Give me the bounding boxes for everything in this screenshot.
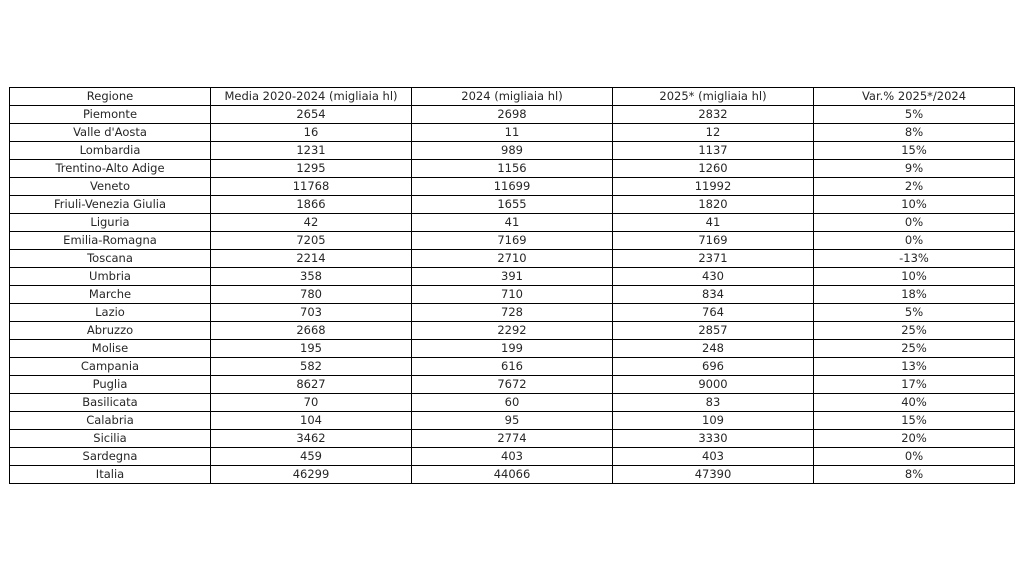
value-cell: 8627 <box>211 376 412 394</box>
value-cell: 41 <box>412 214 613 232</box>
value-cell: 195 <box>211 340 412 358</box>
value-cell: 12 <box>613 124 814 142</box>
table-body <box>10 106 1015 484</box>
value-cell: 17% <box>814 376 1015 394</box>
value-cell: 104 <box>211 412 412 430</box>
value-cell: 8% <box>814 124 1015 142</box>
value-cell: 7169 <box>613 232 814 250</box>
region-name-cell: Lazio <box>10 304 211 322</box>
value-cell: 1231 <box>211 142 412 160</box>
value-cell: 70 <box>211 394 412 412</box>
value-cell: 582 <box>211 358 412 376</box>
value-cell: 2668 <box>211 322 412 340</box>
table-row <box>10 196 1015 214</box>
table-row <box>10 268 1015 286</box>
value-cell: 2774 <box>412 430 613 448</box>
value-cell: 25% <box>814 340 1015 358</box>
value-cell: 95 <box>412 412 613 430</box>
value-cell: 5% <box>814 304 1015 322</box>
value-cell: 11 <box>412 124 613 142</box>
value-cell: 83 <box>613 394 814 412</box>
value-cell: 109 <box>613 412 814 430</box>
region-name-cell: Calabria <box>10 412 211 430</box>
header-cell-variation: Var.% 2025*/2024 <box>814 88 1015 106</box>
value-cell: 834 <box>613 286 814 304</box>
table-row <box>10 448 1015 466</box>
table-header <box>10 88 1015 106</box>
value-cell: 403 <box>412 448 613 466</box>
value-cell: 728 <box>412 304 613 322</box>
value-cell: 3462 <box>211 430 412 448</box>
region-name-cell: Sicilia <box>10 430 211 448</box>
value-cell: 9000 <box>613 376 814 394</box>
region-name-cell: Italia <box>10 466 211 484</box>
value-cell: 15% <box>814 412 1015 430</box>
region-name-cell: Toscana <box>10 250 211 268</box>
value-cell: 10% <box>814 196 1015 214</box>
value-cell: 2% <box>814 178 1015 196</box>
table-row <box>10 304 1015 322</box>
value-cell: 13% <box>814 358 1015 376</box>
value-cell: 15% <box>814 142 1015 160</box>
table-row <box>10 376 1015 394</box>
value-cell: 2654 <box>211 106 412 124</box>
value-cell: 7169 <box>412 232 613 250</box>
value-cell: 2371 <box>613 250 814 268</box>
region-name-cell: Marche <box>10 286 211 304</box>
value-cell: 11992 <box>613 178 814 196</box>
region-name-cell: Piemonte <box>10 106 211 124</box>
value-cell: 248 <box>613 340 814 358</box>
value-cell: 1156 <box>412 160 613 178</box>
region-name-cell: Emilia-Romagna <box>10 232 211 250</box>
table-row <box>10 430 1015 448</box>
table-row <box>10 214 1015 232</box>
table-row <box>10 394 1015 412</box>
value-cell: 1820 <box>613 196 814 214</box>
value-cell: -13% <box>814 250 1015 268</box>
value-cell: 1295 <box>211 160 412 178</box>
value-cell: 1260 <box>613 160 814 178</box>
table-row <box>10 358 1015 376</box>
value-cell: 11699 <box>412 178 613 196</box>
value-cell: 0% <box>814 232 1015 250</box>
table-row <box>10 232 1015 250</box>
value-cell: 25% <box>814 322 1015 340</box>
region-name-cell: Campania <box>10 358 211 376</box>
data-table <box>9 87 1015 484</box>
table-row <box>10 322 1015 340</box>
value-cell: 20% <box>814 430 1015 448</box>
table-row <box>10 124 1015 142</box>
table-row <box>10 412 1015 430</box>
table-row <box>10 286 1015 304</box>
data-table-container <box>9 87 1015 484</box>
value-cell: 710 <box>412 286 613 304</box>
table-row <box>10 340 1015 358</box>
header-cell-regione: Regione <box>10 88 211 106</box>
value-cell: 47390 <box>613 466 814 484</box>
value-cell: 42 <box>211 214 412 232</box>
region-name-cell: Veneto <box>10 178 211 196</box>
table-row <box>10 106 1015 124</box>
value-cell: 44066 <box>412 466 613 484</box>
value-cell: 60 <box>412 394 613 412</box>
value-cell: 2698 <box>412 106 613 124</box>
table-row <box>10 466 1015 484</box>
value-cell: 358 <box>211 268 412 286</box>
region-name-cell: Abruzzo <box>10 322 211 340</box>
value-cell: 46299 <box>211 466 412 484</box>
value-cell: 989 <box>412 142 613 160</box>
value-cell: 1655 <box>412 196 613 214</box>
value-cell: 2292 <box>412 322 613 340</box>
region-name-cell: Friuli-Venezia Giulia <box>10 196 211 214</box>
header-cell-2025: 2025* (migliaia hl) <box>613 88 814 106</box>
region-name-cell: Puglia <box>10 376 211 394</box>
value-cell: 8% <box>814 466 1015 484</box>
value-cell: 5% <box>814 106 1015 124</box>
table-row <box>10 160 1015 178</box>
value-cell: 7205 <box>211 232 412 250</box>
value-cell: 780 <box>211 286 412 304</box>
value-cell: 0% <box>814 214 1015 232</box>
value-cell: 703 <box>211 304 412 322</box>
value-cell: 2214 <box>211 250 412 268</box>
value-cell: 41 <box>613 214 814 232</box>
region-name-cell: Basilicata <box>10 394 211 412</box>
value-cell: 11768 <box>211 178 412 196</box>
value-cell: 696 <box>613 358 814 376</box>
header-row <box>10 88 1015 106</box>
region-name-cell: Umbria <box>10 268 211 286</box>
value-cell: 764 <box>613 304 814 322</box>
region-name-cell: Liguria <box>10 214 211 232</box>
region-name-cell: Molise <box>10 340 211 358</box>
value-cell: 430 <box>613 268 814 286</box>
value-cell: 40% <box>814 394 1015 412</box>
value-cell: 0% <box>814 448 1015 466</box>
region-name-cell: Lombardia <box>10 142 211 160</box>
value-cell: 616 <box>412 358 613 376</box>
value-cell: 16 <box>211 124 412 142</box>
value-cell: 199 <box>412 340 613 358</box>
value-cell: 391 <box>412 268 613 286</box>
value-cell: 1866 <box>211 196 412 214</box>
value-cell: 2710 <box>412 250 613 268</box>
value-cell: 18% <box>814 286 1015 304</box>
value-cell: 9% <box>814 160 1015 178</box>
value-cell: 1137 <box>613 142 814 160</box>
table-row <box>10 142 1015 160</box>
region-name-cell: Trentino-Alto Adige <box>10 160 211 178</box>
value-cell: 459 <box>211 448 412 466</box>
value-cell: 403 <box>613 448 814 466</box>
table-row <box>10 178 1015 196</box>
value-cell: 10% <box>814 268 1015 286</box>
table-row <box>10 250 1015 268</box>
value-cell: 7672 <box>412 376 613 394</box>
region-name-cell: Sardegna <box>10 448 211 466</box>
value-cell: 2832 <box>613 106 814 124</box>
value-cell: 3330 <box>613 430 814 448</box>
header-cell-2024: 2024 (migliaia hl) <box>412 88 613 106</box>
region-name-cell: Valle d'Aosta <box>10 124 211 142</box>
value-cell: 2857 <box>613 322 814 340</box>
header-cell-media: Media 2020-2024 (migliaia hl) <box>211 88 412 106</box>
